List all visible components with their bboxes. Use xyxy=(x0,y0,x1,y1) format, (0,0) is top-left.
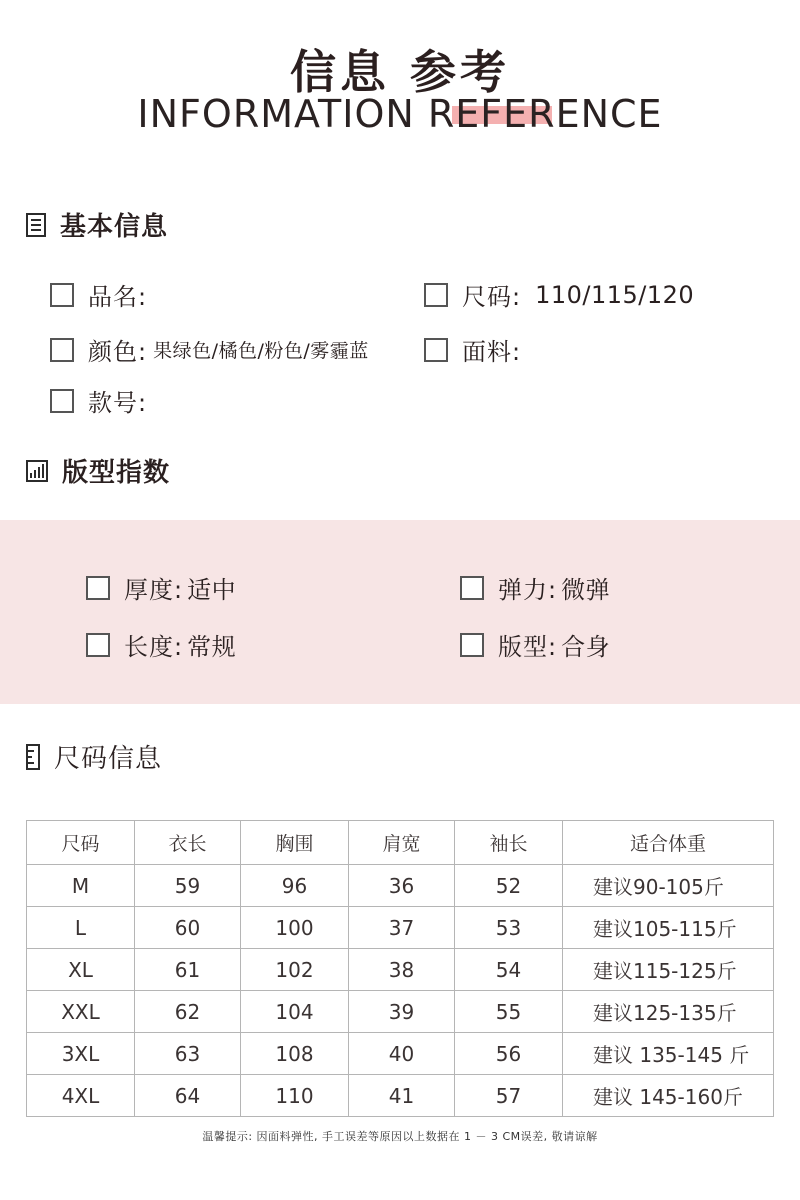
table-cell: 41 xyxy=(349,1075,455,1117)
table-cell: M xyxy=(27,865,135,907)
fit-thickness xyxy=(86,570,236,605)
fit-thickness-value: 适中 xyxy=(187,576,237,604)
checkbox[interactable] xyxy=(424,283,448,307)
table-header-cell: 胸围 xyxy=(241,821,349,865)
fit-type xyxy=(460,627,610,662)
fit-type-value: 合身 xyxy=(561,633,611,661)
table-cell: 建议 135-145 斤 xyxy=(563,1033,774,1075)
size-table xyxy=(26,820,774,1117)
table-row xyxy=(27,991,774,1033)
fit-elasticity-value: 微弹 xyxy=(561,576,611,604)
table-cell: 104 xyxy=(241,991,349,1033)
field-size-label: 尺码: xyxy=(462,283,522,311)
table-header-cell: 袖长 xyxy=(455,821,563,865)
table-cell: 37 xyxy=(349,907,455,949)
table-cell: 57 xyxy=(455,1075,563,1117)
checkbox[interactable] xyxy=(50,389,74,413)
table-header-cell: 尺码 xyxy=(27,821,135,865)
table-row xyxy=(27,949,774,991)
table-cell: 62 xyxy=(135,991,241,1033)
checkbox[interactable] xyxy=(50,338,74,362)
table-cell: XL xyxy=(27,949,135,991)
fit-index-heading xyxy=(26,452,170,489)
table-row xyxy=(27,1033,774,1075)
checkbox[interactable] xyxy=(50,283,74,307)
table-cell: 59 xyxy=(135,865,241,907)
table-cell: 52 xyxy=(455,865,563,907)
table-row xyxy=(27,865,774,907)
table-cell: 39 xyxy=(349,991,455,1033)
table-cell: 108 xyxy=(241,1033,349,1075)
ruler-icon xyxy=(26,744,40,770)
table-cell: 53 xyxy=(455,907,563,949)
table-header-cell: 肩宽 xyxy=(349,821,455,865)
table-row xyxy=(27,907,774,949)
table-cell: 建议105-115斤 xyxy=(563,907,774,949)
checkbox[interactable] xyxy=(424,338,448,362)
table-cell: 60 xyxy=(135,907,241,949)
table-header-cell: 适合体重 xyxy=(563,821,774,865)
page-title-cn: 信息 参考 xyxy=(289,45,510,99)
table-cell: 36 xyxy=(349,865,455,907)
page-title-en-wrap xyxy=(0,92,800,142)
checkbox[interactable] xyxy=(86,576,110,600)
page-title-en: INFORMATION REFERENCE xyxy=(137,92,663,136)
bar-chart-icon xyxy=(26,460,48,482)
table-cell: 建议 145-160斤 xyxy=(563,1075,774,1117)
table-cell: 3XL xyxy=(27,1033,135,1075)
fit-length-value: 常规 xyxy=(187,633,237,661)
fit-type-label: 版型: xyxy=(498,633,558,661)
table-cell: L xyxy=(27,907,135,949)
fit-index-heading-text: 版型指数 xyxy=(62,458,171,488)
field-fabric-label: 面料: xyxy=(462,338,522,366)
document-icon xyxy=(26,213,46,237)
field-style-no-label: 款号: xyxy=(88,389,148,417)
basic-info-heading-text: 基本信息 xyxy=(60,212,169,242)
basic-info-heading xyxy=(26,206,168,243)
field-color xyxy=(50,332,369,367)
table-cell: 63 xyxy=(135,1033,241,1075)
table-cell: 61 xyxy=(135,949,241,991)
table-cell: 54 xyxy=(455,949,563,991)
field-name-label: 品名: xyxy=(88,283,148,311)
table-row xyxy=(27,1075,774,1117)
fit-thickness-label: 厚度: xyxy=(124,576,184,604)
table-cell: 96 xyxy=(241,865,349,907)
table-cell: 4XL xyxy=(27,1075,135,1117)
table-cell: 56 xyxy=(455,1033,563,1075)
table-cell: 64 xyxy=(135,1075,241,1117)
size-info-heading xyxy=(26,738,162,775)
table-cell: 102 xyxy=(241,949,349,991)
field-fabric xyxy=(424,332,521,367)
fit-length-label: 长度: xyxy=(124,633,184,661)
table-cell: 100 xyxy=(241,907,349,949)
fit-index-band xyxy=(0,520,800,704)
table-cell: 建议125-135斤 xyxy=(563,991,774,1033)
field-size-value: 110/115/120 xyxy=(535,280,695,309)
table-cell: 建议115-125斤 xyxy=(563,949,774,991)
fit-length xyxy=(86,627,236,662)
table-header-cell: 衣长 xyxy=(135,821,241,865)
table-cell: 38 xyxy=(349,949,455,991)
table-cell: 建议90-105斤 xyxy=(563,865,774,907)
field-name xyxy=(50,277,147,312)
fit-elasticity-label: 弹力: xyxy=(498,576,558,604)
checkbox[interactable] xyxy=(460,576,484,600)
checkbox[interactable] xyxy=(86,633,110,657)
field-size xyxy=(424,277,694,312)
table-cell: 40 xyxy=(349,1033,455,1075)
table-cell: 110 xyxy=(241,1075,349,1117)
footnote: 温馨提示: 因面料弹性, 手工误差等原因以上数据在 1 － 3 CM误差, 敬请谅解 xyxy=(202,1130,598,1143)
table-cell: XXL xyxy=(27,991,135,1033)
size-info-heading-text: 尺码信息 xyxy=(54,744,163,774)
field-color-value: 果绿色/橘色/粉色/雾霾蓝 xyxy=(153,340,369,362)
field-color-label: 颜色: xyxy=(88,338,148,366)
table-header-row xyxy=(27,821,774,865)
field-style-no xyxy=(50,383,147,418)
fit-elasticity xyxy=(460,570,610,605)
checkbox[interactable] xyxy=(460,633,484,657)
table-cell: 55 xyxy=(455,991,563,1033)
